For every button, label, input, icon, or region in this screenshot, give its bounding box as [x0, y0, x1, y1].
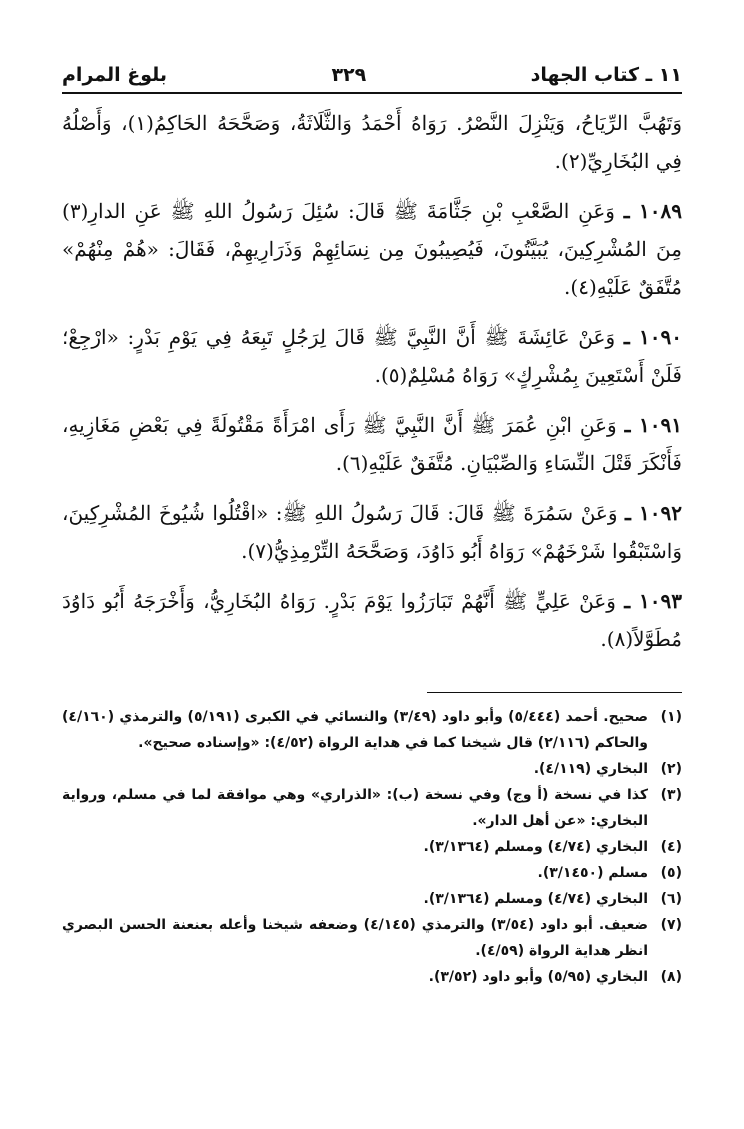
footnotes: [62, 704, 682, 990]
footnote-text: كذا في نسخة (أ وج) وفي نسخة (ب): «الذراري» وهي موافقة لما في مسلم، ورواية البخاري: «عن أهل الدار».: [62, 787, 648, 829]
footnote-divider: [427, 692, 682, 693]
footnote-text: البخاري (٤/١١٩).: [533, 761, 648, 777]
footnote-number: (٤): [660, 839, 682, 855]
footnote: [62, 912, 682, 964]
footnote-number: (١): [660, 709, 682, 725]
hadith-number: ١٠٩٢ ـ: [625, 501, 682, 525]
footnote: [62, 860, 682, 886]
hadith-paragraph: [62, 494, 682, 570]
hadith-number: ١٠٨٩ ـ: [623, 199, 683, 223]
footnote-number: (٧): [660, 917, 682, 933]
footnote-number: (٨): [660, 969, 682, 985]
header-divider: [62, 92, 682, 94]
footnote-text: البخاري (٤/٧٤) ومسلم (٣/١٣٦٤).: [423, 839, 648, 855]
hadith-paragraph: [62, 582, 682, 658]
footnote-text: صحيح. أحمد (٥/٤٤٤) وأبو داود (٣/٤٩) والنسائي في الكبرى (٥/١٩١) والترمذي (٤/١٦٠) والحاكم (٢/١١٦) قال شيخنا كما في هداية الرواة (٤/٥٢): «وإسناده صحيح».: [62, 709, 649, 751]
hadith-number: ١٠٩٠ ـ: [623, 325, 682, 349]
footnote: [62, 704, 682, 756]
hadith-text: وَعَنِ الصَّعْبِ بْنِ جَثَّامَةَ ﷺ قَالَ: سُئِلَ رَسُولُ اللهِ ﷺ عَنِ الدارِ(٣) مِنَ المُشْرِكِينَ، يُبَيَّتُونَ، فَيُصِيبُونَ مِن نِسَائِهِمْ وَذَرَارِيهِمْ، فَقَالَ: «هُمْ مِنْهُمْ» مُتَّفَقٌ عَلَيْهِ(٤).: [62, 199, 682, 299]
footnote-text: ضعيف. أبو داود (٣/٥٤) والترمذي (٤/١٤٥) وضعفه شيخنا وأعله بعنعنة الحسن البصري انظر هداية الرواة (٤/٥٩).: [62, 917, 648, 959]
footnote: [62, 964, 682, 990]
main-text: [62, 104, 682, 658]
footnote-number: (٦): [660, 891, 682, 907]
hadith-number: ١٠٩٣ ـ: [624, 589, 683, 613]
footnote: [62, 886, 682, 912]
book-title: بلوغ المرام: [62, 64, 168, 86]
hadith-paragraph: [62, 104, 682, 180]
footnote: [62, 834, 682, 860]
page-header: [62, 58, 682, 92]
hadith-text: وَعَنْ عَلِيٍّ ﷺ أَنَّهُمْ تَبَارَزُوا يَوْمَ بَدْرٍ. رَوَاهُ البُخَارِيُّ، وَأَخْرَجَهُ أَبُو دَاوُدَ مُطَوَّلاً(٨).: [62, 589, 682, 651]
hadith-paragraph: [62, 192, 682, 306]
footnote: [62, 782, 682, 834]
hadith-paragraph: [62, 318, 682, 394]
footnote-number: (٣): [660, 787, 682, 803]
footnote-text: البخاري (٤/٧٤) ومسلم (٣/١٣٦٤).: [423, 891, 648, 907]
hadith-text: وَتَهُبَّ الرِّيَاحُ، وَيَنْزِلَ النَّصْرُ. رَوَاهُ أَحْمَدُ وَالثَّلَاثَةُ، وَصَحَّحَهُ الحَاكِمُ(١)، وَأَصْلُهُ فِي البُخَارِيِّ(٢).: [62, 111, 682, 173]
chapter-title: ١١ ـ كتاب الجهاد: [530, 64, 682, 86]
hadith-text: وَعَنِ ابْنِ عُمَرَ ﷺ أَنَّ النَّبِيَّ ﷺ رَأَى امْرَأَةً مَقْتُولَةً فِي بَعْضِ مَغَازِيهِ، فَأَنْكَرَ قَتْلَ النِّسَاءِ وَالصِّبْيَانِ. مُتَّفَقٌ عَلَيْهِ(٦).: [62, 413, 682, 475]
page-number: ٣٢٩: [331, 64, 367, 86]
footnote-number: (٢): [660, 761, 682, 777]
footnote-number: (٥): [660, 865, 682, 881]
footnote-text: مسلم (٣/١٤٥٠).: [537, 865, 648, 881]
hadith-text: وَعَنْ سَمُرَةَ ﷺ قَالَ: قَالَ رَسُولُ اللهِ ﷺ: «اقْتُلُوا شُيُوخَ المُشْرِكِينَ، وَاسْتَبْقُوا شَرْخَهُمْ» رَوَاهُ أَبُو دَاوُدَ، وَصَحَّحَهُ التِّرْمِذِيُّ(٧).: [62, 501, 682, 563]
hadith-number: ١٠٩١ ـ: [624, 413, 682, 437]
hadith-text: وَعَنْ عَائِشَةَ ﷺ أَنَّ النَّبِيَّ ﷺ قَالَ لِرَجُلٍ تَبِعَهُ فِي يَوْمِ بَدْرٍ: «ارْجِعْ؛ فَلَنْ أَسْتَعِينَ بِمُشْرِكٍ» رَوَاهُ مُسْلِمٌ(٥).: [62, 325, 682, 387]
hadith-paragraph: [62, 406, 682, 482]
footnote-text: البخاري (٥/٩٥) وأبو داود (٣/٥٢).: [428, 969, 648, 985]
footnote: [62, 756, 682, 782]
